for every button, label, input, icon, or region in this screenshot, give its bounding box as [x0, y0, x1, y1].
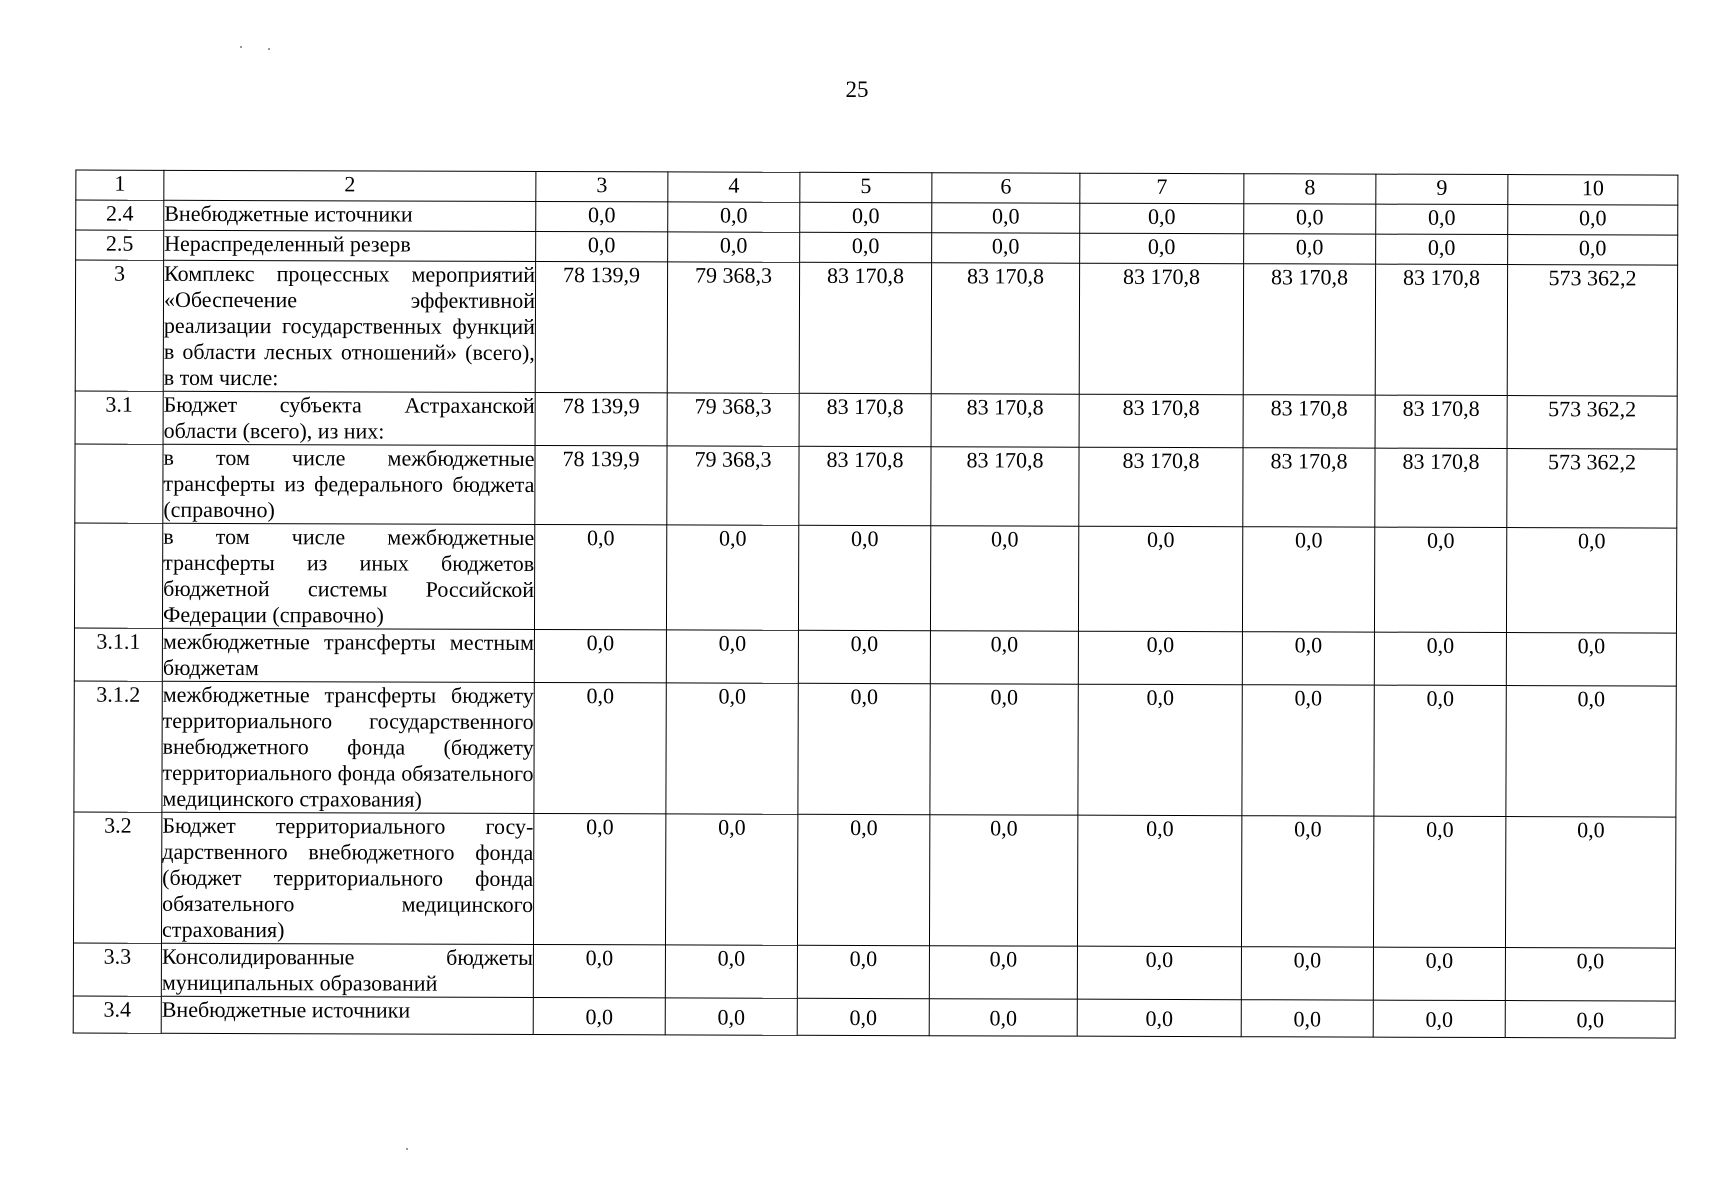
value-cell: 0,0: [533, 944, 665, 997]
value-cell: 0,0: [800, 232, 932, 262]
row-number: 2.4: [76, 200, 164, 230]
value-cell: 0,0: [929, 815, 1077, 946]
value-cell: 0,0: [1373, 816, 1505, 947]
row-number: 3: [75, 260, 163, 391]
value-cell: 83 170,8: [1079, 447, 1243, 527]
value-cell: 0,0: [665, 945, 797, 998]
value-cell: 0,0: [1078, 684, 1242, 816]
value-cell: 0,0: [536, 201, 668, 231]
header-cell: 9: [1376, 174, 1508, 204]
value-cell: 0,0: [1376, 234, 1508, 264]
value-cell: 0,0: [798, 683, 930, 814]
row-name: Нераспределенный резерв: [164, 230, 536, 261]
row-number: 3.1: [75, 391, 163, 444]
value-cell: 0,0: [1244, 204, 1376, 234]
page-number: 25: [845, 77, 869, 102]
header-cell: 6: [932, 173, 1080, 203]
row-name: Внебюджетные источники: [164, 200, 536, 231]
value-cell: 573 362,2: [1507, 396, 1677, 450]
value-cell: 83 170,8: [1243, 264, 1375, 395]
table-row: [73, 812, 1675, 948]
header-cell: 4: [668, 172, 800, 202]
value-cell: 0,0: [797, 814, 929, 945]
value-cell: 0,0: [1242, 685, 1374, 816]
value-cell: 83 170,8: [1243, 395, 1375, 448]
scan-speck: [406, 1148, 408, 1150]
value-cell: 0,0: [932, 203, 1080, 233]
value-cell: 0,0: [534, 524, 666, 629]
table-body: [73, 170, 1678, 1038]
row-number: 3.4: [73, 996, 161, 1033]
value-cell: 83 170,8: [931, 447, 1079, 526]
value-cell: 0,0: [797, 998, 929, 1035]
header-cell: 7: [1080, 173, 1244, 204]
value-cell: 0,0: [1508, 205, 1678, 236]
value-cell: 79 368,3: [667, 393, 799, 446]
value-cell: 83 170,8: [1375, 264, 1507, 395]
value-cell: 0,0: [1077, 815, 1241, 947]
value-cell: 83 170,8: [1079, 394, 1243, 448]
value-cell: 0,0: [666, 683, 798, 814]
value-cell: 83 170,8: [799, 262, 931, 393]
value-cell: 83 170,8: [931, 394, 1079, 447]
value-cell: 0,0: [930, 631, 1078, 684]
budget-table: [73, 170, 1679, 1039]
value-cell: 83 170,8: [1375, 395, 1507, 448]
value-cell: 0,0: [534, 682, 666, 813]
row-number: [74, 523, 162, 628]
value-cell: 0,0: [929, 999, 1077, 1036]
value-cell: 83 170,8: [931, 263, 1079, 394]
value-cell: 0,0: [1077, 999, 1241, 1037]
value-cell: 78 139,9: [535, 445, 667, 524]
value-cell: 0,0: [666, 525, 798, 630]
value-cell: 78 139,9: [535, 392, 667, 445]
value-cell: 0,0: [533, 813, 665, 944]
header-cell: 1: [76, 170, 164, 200]
value-cell: 0,0: [665, 998, 797, 1035]
value-cell: 0,0: [1374, 685, 1506, 816]
header-cell: 3: [536, 171, 668, 201]
row-name: Бюджет субъекта Астраханской области (всего), из них:: [163, 391, 535, 444]
value-cell: 0,0: [668, 232, 800, 262]
value-cell: 83 170,8: [799, 446, 931, 525]
value-cell: 0,0: [533, 997, 665, 1034]
value-cell: 83 170,8: [1375, 448, 1507, 527]
table-row: [73, 943, 1675, 1001]
value-cell: 0,0: [1078, 631, 1242, 685]
scan-speck: [240, 46, 242, 48]
value-cell: 0,0: [930, 526, 1078, 631]
value-cell: 0,0: [1506, 528, 1676, 634]
value-cell: 0,0: [1373, 947, 1505, 1000]
value-cell: 0,0: [798, 630, 930, 683]
row-number: 3.1.1: [74, 628, 162, 681]
table-row: [74, 628, 1676, 686]
table-row: [75, 391, 1677, 449]
value-cell: 0,0: [1242, 632, 1374, 685]
value-cell: 0,0: [1241, 947, 1373, 1000]
value-cell: 0,0: [1506, 686, 1676, 818]
row-name: межбюджетные трансферты бюджету территориального государственного внебюджетного фонда (бюджету территориального фонда обязательного медицинского страхования): [162, 681, 534, 812]
value-cell: 78 139,9: [535, 261, 667, 392]
value-cell: 0,0: [1373, 1000, 1505, 1037]
value-cell: 573 362,2: [1507, 265, 1677, 397]
value-cell: 0,0: [1508, 235, 1678, 266]
value-cell: 0,0: [1077, 946, 1241, 1000]
value-cell: 0,0: [1078, 526, 1242, 632]
table-row: [75, 260, 1677, 396]
row-name: межбюджетные трансферты местным бюджетам: [162, 628, 534, 682]
value-cell: 0,0: [929, 946, 1077, 999]
value-cell: 0,0: [1505, 1001, 1675, 1039]
table-row: [75, 444, 1677, 528]
value-cell: 0,0: [932, 233, 1080, 263]
value-cell: 0,0: [930, 684, 1078, 815]
row-number: 3.1.2: [74, 681, 162, 812]
value-cell: 79 368,3: [667, 262, 799, 393]
header-cell: 5: [800, 172, 932, 202]
value-cell: 0,0: [798, 525, 930, 630]
value-cell: 79 368,3: [667, 446, 799, 525]
row-name: Комплекс процессных мероприятий «Обеспечение эффективной реализации государственных функций в области лесных отношений» (всего), в том числе:: [163, 260, 535, 392]
value-cell: 0,0: [1080, 233, 1244, 264]
row-number: 3.3: [73, 943, 161, 996]
value-cell: 0,0: [800, 202, 932, 232]
row-number: [75, 444, 163, 523]
value-cell: 0,0: [666, 630, 798, 683]
header-cell: 10: [1508, 175, 1678, 206]
value-cell: 0,0: [668, 202, 800, 232]
value-cell: 0,0: [1242, 527, 1374, 632]
table-row: [74, 681, 1676, 817]
value-cell: 0,0: [536, 231, 668, 261]
value-cell: 83 170,8: [1243, 448, 1375, 527]
value-cell: 0,0: [1505, 948, 1675, 1002]
value-cell: 0,0: [797, 945, 929, 998]
table-row: [74, 523, 1676, 633]
value-cell: 0,0: [1241, 816, 1373, 947]
value-cell: 0,0: [1374, 632, 1506, 685]
header-cell: 8: [1244, 174, 1376, 204]
value-cell: 0,0: [1241, 1000, 1373, 1037]
row-name: в том числе межбюджетные трансферты из иных бюджетов бюджетной системы Российской Федерации (справочно): [162, 523, 535, 628]
row-name: Внебюджетные источники: [161, 996, 533, 1034]
value-cell: 0,0: [1244, 234, 1376, 264]
row-name: Консолидированные бюджеты муниципальных образований: [161, 943, 533, 996]
table-row: [73, 996, 1675, 1038]
value-cell: 83 170,8: [799, 393, 931, 446]
value-cell: 573 362,2: [1507, 449, 1677, 529]
row-number: 3.2: [73, 812, 161, 943]
value-cell: 0,0: [1506, 633, 1676, 687]
value-cell: 0,0: [534, 629, 666, 682]
value-cell: 0,0: [1376, 204, 1508, 234]
row-name: в том числе межбюджетные трансферты из федерального бюджета (справочно): [163, 444, 535, 524]
value-cell: 83 170,8: [1079, 263, 1243, 395]
row-name: Бюджет территориального государственного внебюджетного фонда (бюджет территориального фонда обязательного медицинского страхования): [161, 812, 533, 944]
scan-speck: [268, 48, 270, 50]
header-cell: 2: [164, 170, 536, 201]
value-cell: 0,0: [665, 814, 797, 945]
value-cell: 0,0: [1080, 203, 1244, 234]
value-cell: 0,0: [1374, 527, 1506, 632]
row-number: 2.5: [76, 230, 164, 260]
value-cell: 0,0: [1505, 817, 1675, 949]
